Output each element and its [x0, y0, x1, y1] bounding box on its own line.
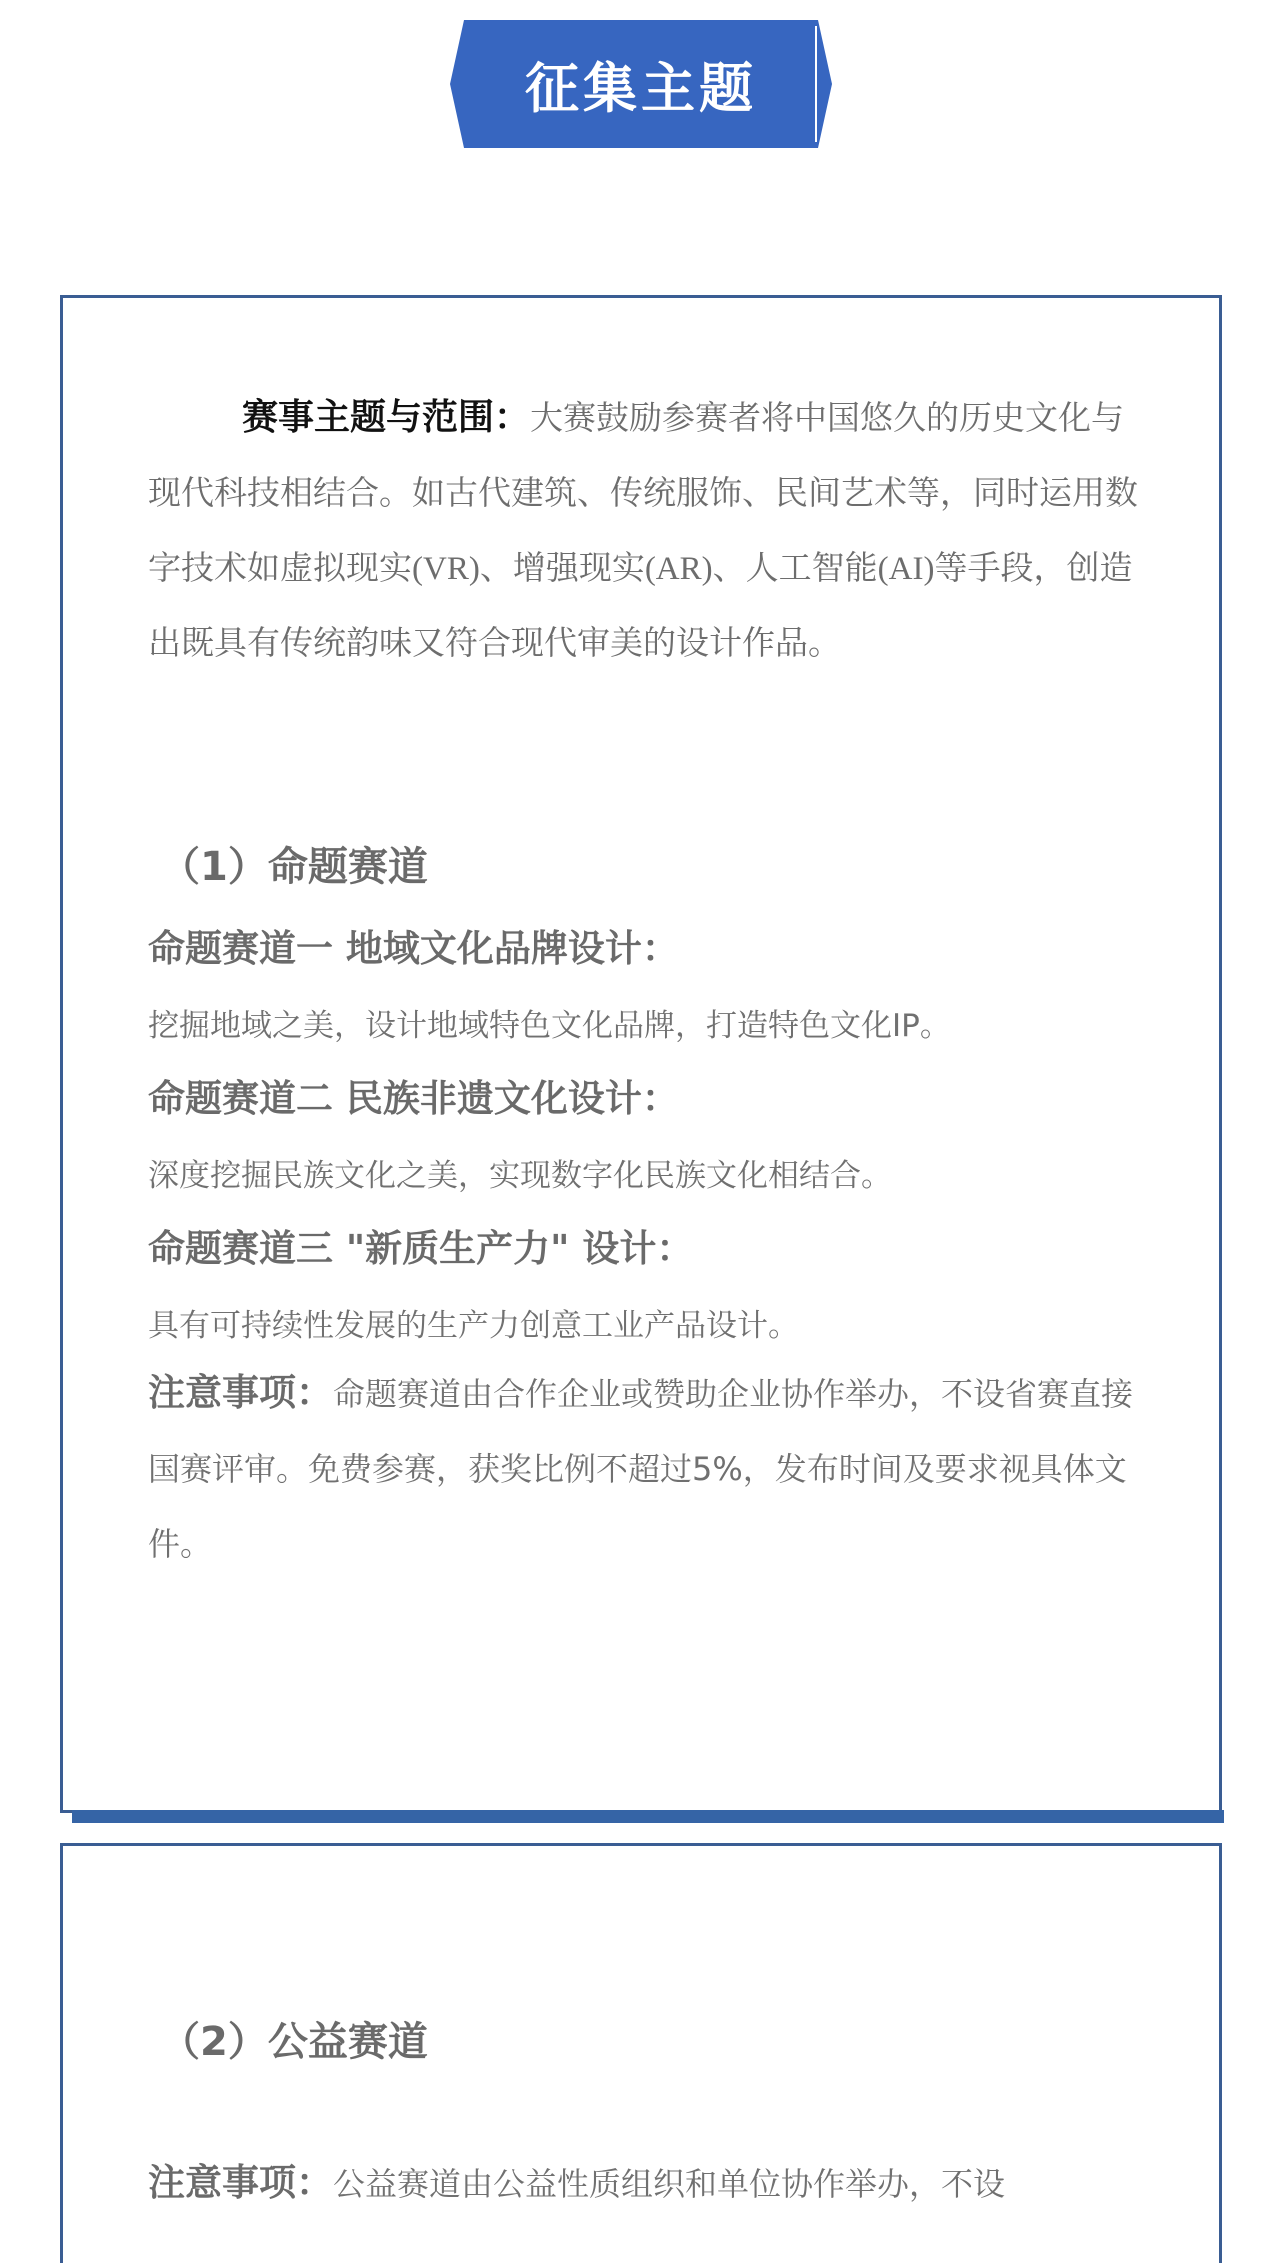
proposition-note-text: 命题赛道由合作企业或赞助企业协作举办，不设省赛直接国赛评审。免费参赛，获奖比例不超过5%，发布时间及要求视具体文件。	[148, 1375, 1134, 1563]
proposition-heading: （1）命题赛道	[160, 844, 428, 890]
public-note-text: 公益赛道由公益性质组织和单位协作举办，不设	[333, 2165, 1006, 2203]
track-3-desc: 具有可持续性发展的生产力创意工业产品设计。	[148, 1308, 799, 1344]
track-2-desc: 深度挖掘民族文化之美，实现数字化民族文化相结合。	[148, 1158, 892, 1194]
banner-title: 征集主题	[525, 56, 757, 120]
scope-text: 大赛鼓励参赛者将中国悠久的历史文化与现代科技相结合。如古代建筑、传统服饰、民间艺术等，同时运用数字技术如虚拟现实(VR)、增强现实(AR)、人工智能(AI)等手段，创造出既具有传统韵味又符合现代审美的设计作品。	[148, 401, 1138, 662]
public-note-lead: 注意事项：	[148, 2161, 333, 2204]
proposition-note-lead: 注意事项：	[148, 1371, 333, 1414]
track-1-title: 命题赛道一 地域文化品牌设计：	[148, 927, 679, 970]
track-2-title: 命题赛道二 民族非遗文化设计：	[148, 1077, 679, 1120]
public-track-heading: （2）公益赛道	[160, 2019, 428, 2065]
track-3-title: 命题赛道三 "新质生产力" 设计：	[148, 1227, 694, 1270]
scope-lead: 赛事主题与范围：	[242, 397, 531, 438]
public-track-section	[148, 0, 1138, 2234]
track-1-desc: 挖掘地域之美，设计地域特色文化品牌，打造特色文化IP。	[148, 1008, 951, 1044]
public-track-note	[148, 2145, 1148, 2222]
